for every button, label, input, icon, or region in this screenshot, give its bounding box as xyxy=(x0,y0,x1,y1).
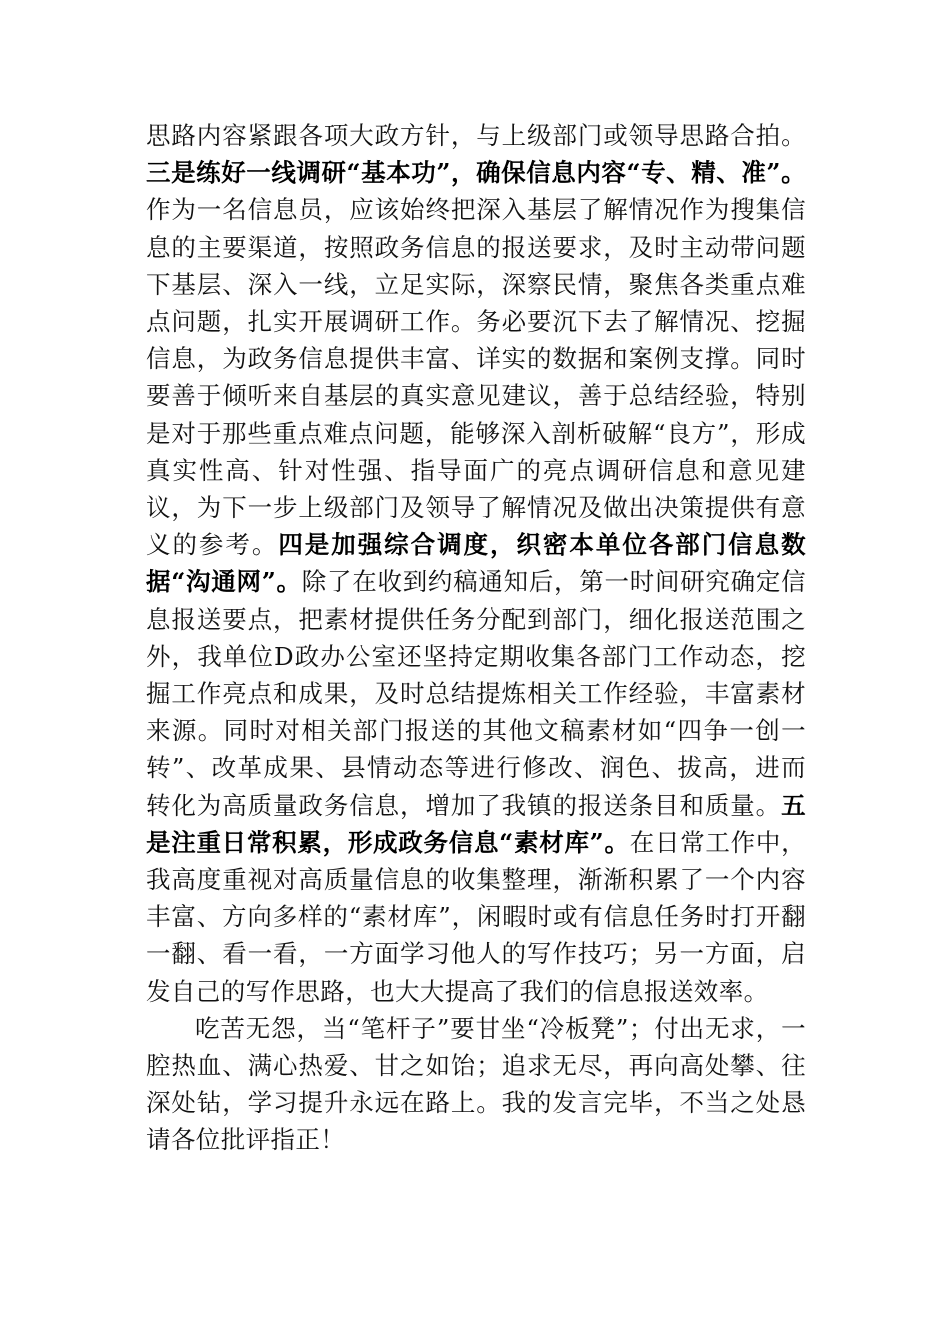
paragraph-closing xyxy=(146,1010,806,1159)
heading-point-four: 四是加强综合调度，织密本单位各部门信息数据“沟通网”。 xyxy=(146,530,806,597)
document-body xyxy=(146,117,806,1159)
text-segment: 吃苦无怨，当“笔杆子”要甘坐“冷板凳”；付出无求，一腔热血、满心热爱、甘之如饴；追求无尽，再向高处攀、往深处钻，学习提升永远在路上。我的发言完毕，不当之处恳请各位批评指正！ xyxy=(146,1013,806,1155)
text-segment: 作为一名信息员，应该始终把深入基层了解情况作为搜集信息的主要渠道，按照政务信息的报送要求，及时主动带问题下基层、深入一线，立足实际，深察民情，聚焦各类重点难点问题，扎实开展调研工作。务必要沉下去了解情况、挖掘信息，为政务信息提供丰富、详实的数据和案例支撑。同时要善于倾听来自基层的真实意见建议，善于总结经验，特别是对于那些重点难点问题，能够深入剖析破解“良方”，形成真实性高、针对性强、指导面广的亮点调研信息和意见建议，为下一步上级部门及领导了解情况及做出决策提供有意义的参考。 xyxy=(146,195,806,560)
text-segment: 在日常工作中，我高度重视对高质量信息的收集整理，渐渐积累了一个内容丰富、方向多样的“素材库”，闲暇时或有信息任务时打开翻一翻、看一看，一方面学习他人的写作技巧；另一方面，启发自己的写作思路，也大大提高了我们的信息报送效率。 xyxy=(146,827,806,1006)
text-segment: 思路内容紧跟各项大政方针，与上级部门或领导思路合拍。 xyxy=(146,121,806,150)
heading-point-five: 五是注重日常积累，形成政务信息“素材库”。 xyxy=(146,790,806,857)
paragraph-1 xyxy=(146,117,806,1010)
text-segment: 除了在收到约稿通知后，第一时间研究确定信息报送要点，把素材提供任务分配到部门，细化报送范围之外，我单位D政办公室还坚持定期收集各部门工作动态，挖掘工作亮点和成果，及时总结提炼相关工作经验，丰富素材来源。同时对相关部门报送的其他文稿素材如“四争一创一转”、改革成果、县情动态等进行修改、润色、拔高，进而转化为高质量政务信息，增加了我镇的报送条目和质量。 xyxy=(146,567,807,820)
heading-point-three: 三是练好一线调研“基本功”，确保信息内容“专、精、准”。 xyxy=(146,158,806,188)
